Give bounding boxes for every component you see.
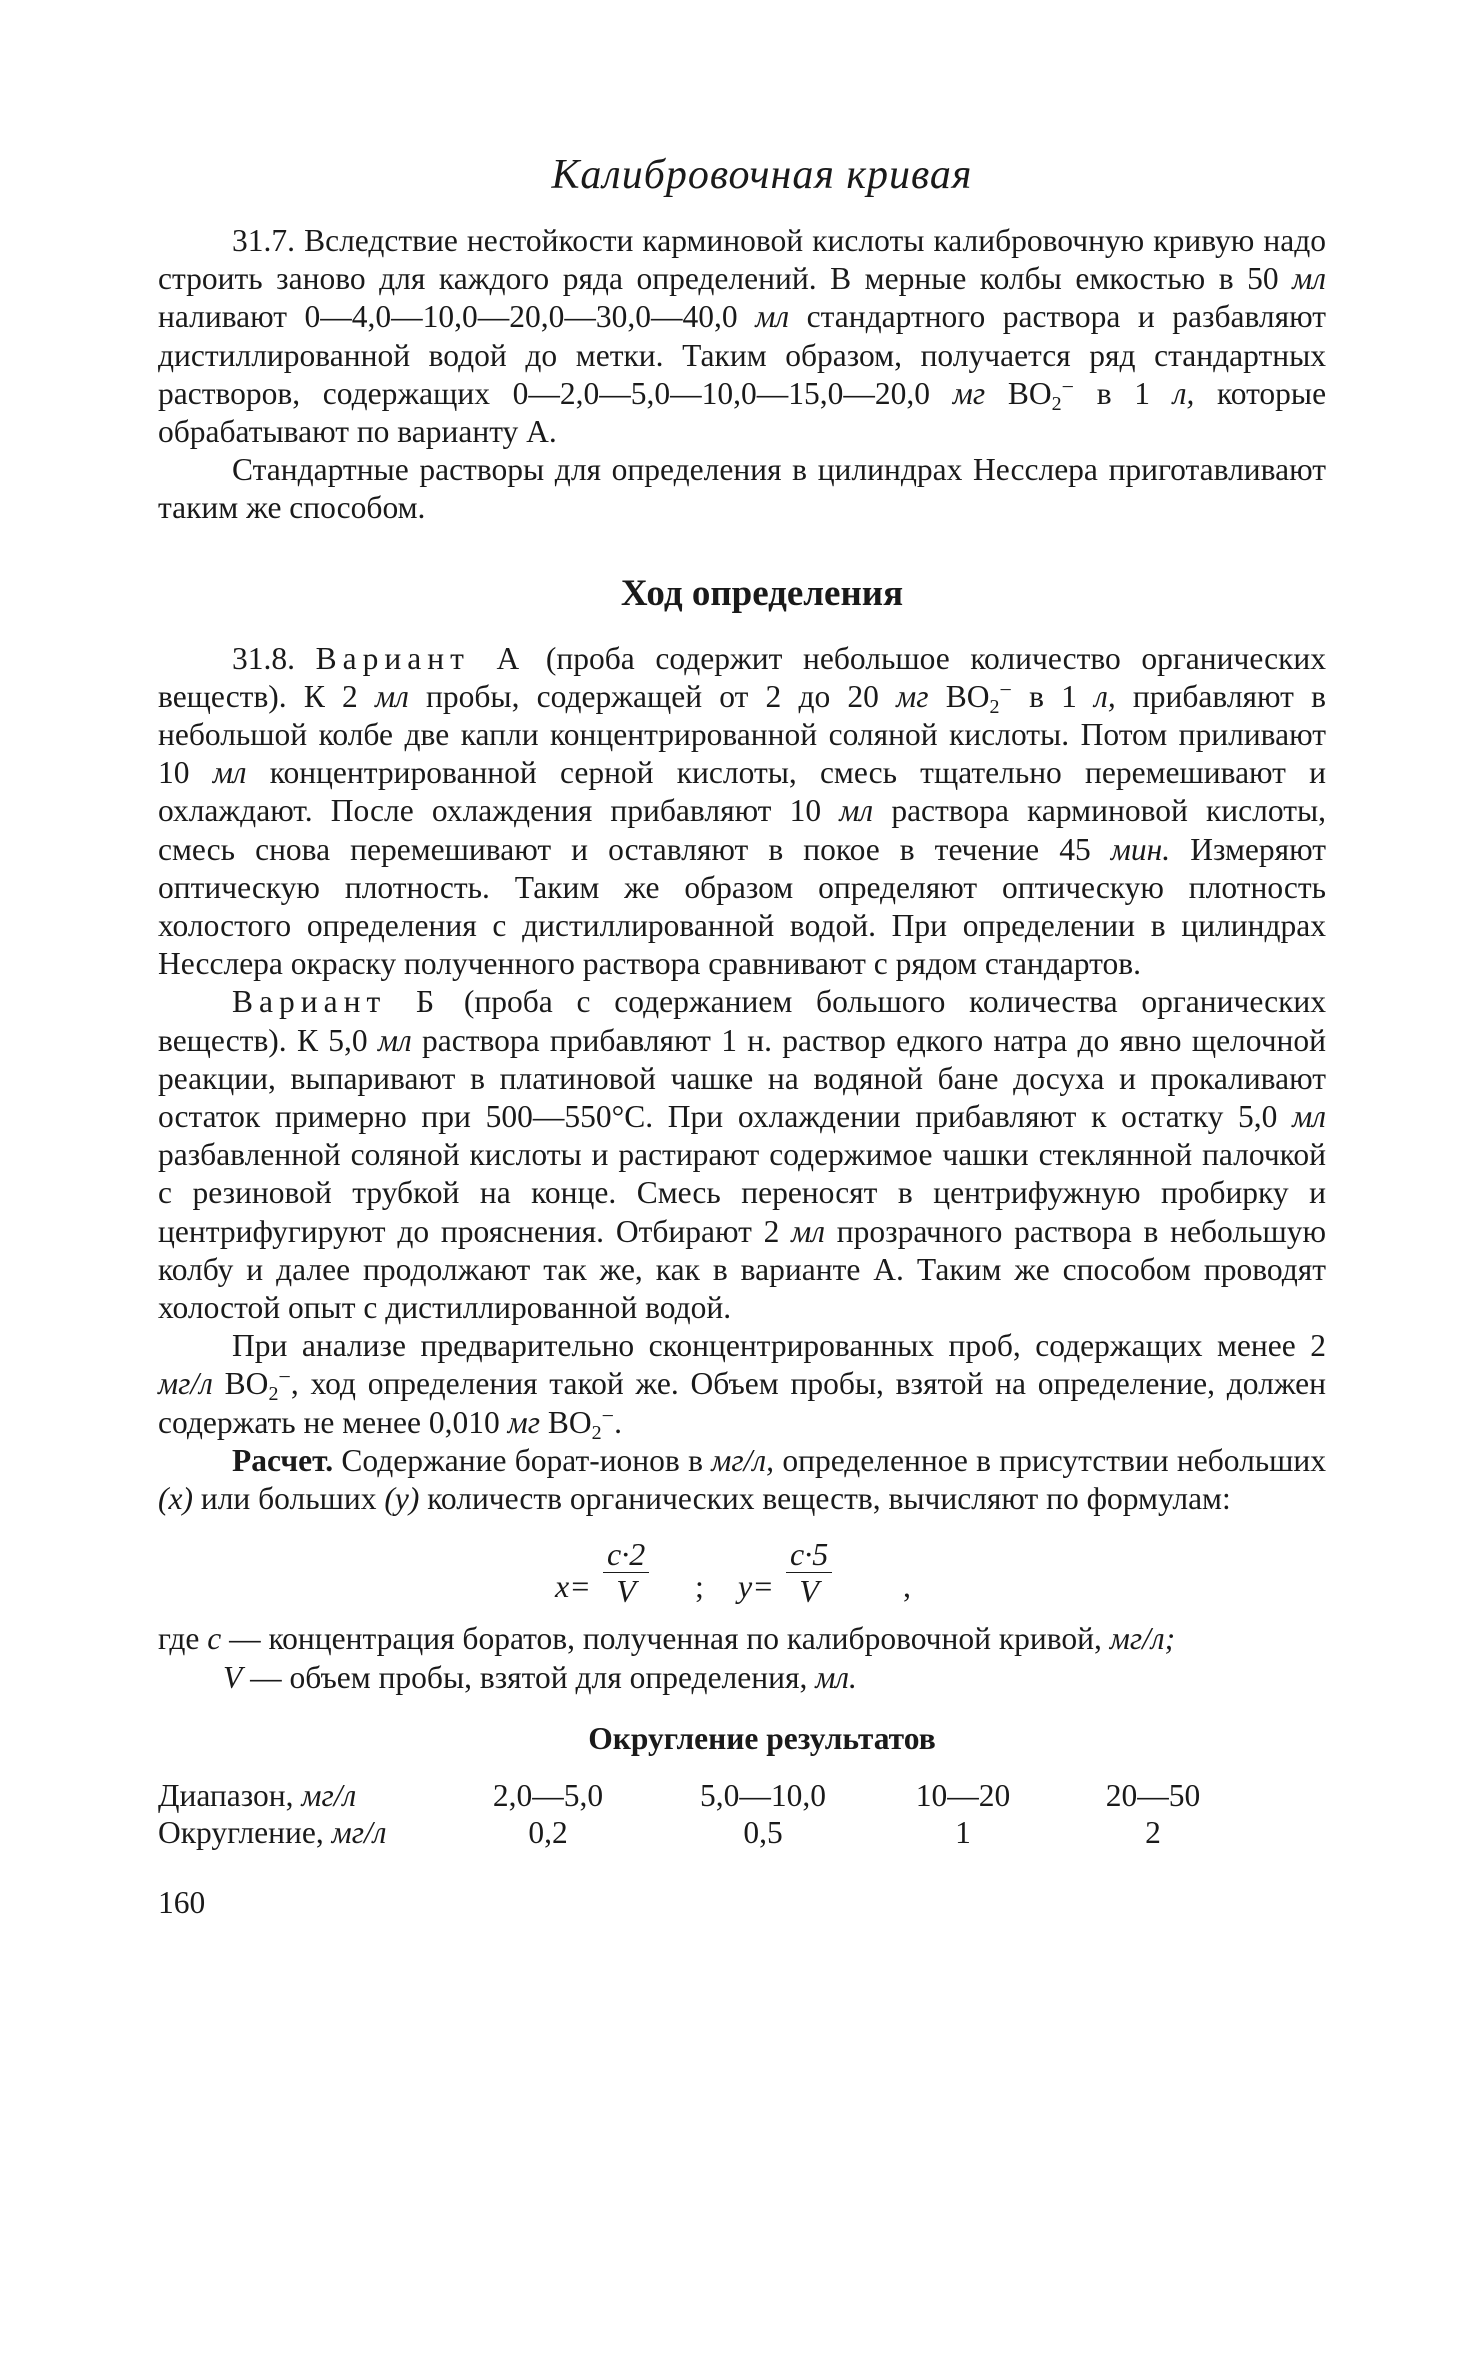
- paragraph-nessler-standards: Стандартные растворы для определения в цилиндрах Несслера приготавливают таким же способом.: [158, 452, 1326, 526]
- formula-y-numerator: c·5: [786, 1536, 832, 1573]
- table-row: [158, 1814, 1288, 1851]
- row-label-rounding: Округление, мг/л: [158, 1814, 387, 1850]
- paragraph-variant-a: 31.8. Вариант А (проба содержит небольшое количество органических веществ). К 2 мл пробы, содержащей от 2 до 20 мг $BO_2^-$ в 1 л, прибавляют в небольшой колбе две капли концентрированной соляной кислоты. Потом приливают 10 мл концентрированной серной кислоты, смесь тщательно перемешивают и охлаждают. После охлаждения прибавляют 10 мл раствора карминовой кислоты, смесь снова перемешивают и оставляют в покое в течение 45 мин. Измеряют оптическую плотность. Таким же образом определяют оптическую плотность холостого определения с дистиллированной водой. При определении в цилиндрах Несслера окраску полученного раствора сравнивают с рядом стандартов.: [158, 640, 1327, 982]
- formula-definitions: [158, 1620, 1326, 1696]
- definition-c: где c — концентрация боратов, полученная по калибровочной кривой, мг/л;: [158, 1621, 1176, 1657]
- formula-x-fraction: [603, 1536, 649, 1609]
- formula-y-fraction: [786, 1536, 832, 1609]
- document-page: [158, 150, 1326, 1921]
- paragraph-variant-b: Вариант Б (проба с содержанием большого количества органических веществ). К 5,0 мл раствора прибавляют 1 н. раствор едкого натра до явно щелочной реакции, выпаривают в платиновой чашке на водяной бане досуха и прокаливают остаток примерно при 500—550°С. При охлаждении прибавляют к остатку 5,0 мл разбавленной соляной кислоты и растирают содержимое чашки стеклянной палочкой с резиновой трубкой на конце. Смесь переносят в центрифужную пробирку и центрифугируют до прояснения. Отбирают 2 мл прозрачного раствора в небольшую колбу и далее продолжают так же, как в варианте А. Таким же способом проводят холостой опыт с дистиллированной водой.: [158, 984, 1327, 1326]
- page-number: 160: [158, 1884, 206, 1920]
- table-cell: 1: [955, 1814, 971, 1850]
- paragraph-31-7: 31.7. Вследствие нестойкости карминовой кислоты калибровочную кривую надо строить заново для каждого ряда определений. В мерные колбы емкостью в 50 мл наливают 0—4,0—10,0—20,0—30,0—40,0 мл стандартного раствора и разбавляют дистиллированной водой до метки. Таким образом, получается ряд стандартных растворов, содержащих 0—2,0—5,0—10,0—15,0—20,0 мг $BO_2^-$ в 1 л, которые обрабатывают по варианту А.: [158, 223, 1327, 450]
- definition-v: V — объем пробы, взятой для определения, мл.: [223, 1659, 857, 1695]
- formula-separator: ;: [695, 1568, 704, 1605]
- paragraph-calculation: Расчет. Содержание борат-ионов в мг/л, определенное в присутствии небольших (x) или больших (y) количеств органических веществ, вычисляют по формулам:: [158, 1442, 1327, 1517]
- table-cell: 2,0—5,0: [492, 1777, 604, 1813]
- table-cell: 0,5: [743, 1814, 783, 1850]
- table-row: [158, 1777, 1288, 1814]
- paragraph-concentrated-samples: При анализе предварительно сконцентрированных проб, содержащих менее 2 мг/л $BO_2^-$, ход определения такой же. Объем пробы, взятой на определение, должен содержать не менее 0,010 мг $BO_2^-$.: [158, 1328, 1327, 1444]
- table-cell: 2: [1145, 1814, 1161, 1850]
- table-cell: 5,0—10,0: [700, 1777, 826, 1813]
- rounding-table: [158, 1777, 1288, 1851]
- formula-y-lhs: y=: [738, 1568, 774, 1605]
- formula-y-denominator: V: [799, 1573, 819, 1610]
- table-cell: 0,2: [528, 1814, 568, 1850]
- calculation-formula: [158, 1528, 1326, 1614]
- formula-x-numerator: c·2: [603, 1536, 649, 1573]
- section-title-rounding: Округление результатов: [588, 1720, 936, 1756]
- formula-x-denominator: V: [616, 1573, 636, 1610]
- row-label-range: Диапазон, мг/л: [158, 1777, 357, 1813]
- table-cell: 20—50: [1105, 1777, 1201, 1813]
- section-title-calibration: Калибровочная кривая: [551, 152, 973, 198]
- formula-comma: ,: [903, 1568, 911, 1605]
- section-title-procedure: Ход определения: [620, 572, 904, 614]
- formula-x-lhs: x=: [555, 1568, 591, 1605]
- table-cell: 10—20: [915, 1777, 1011, 1813]
